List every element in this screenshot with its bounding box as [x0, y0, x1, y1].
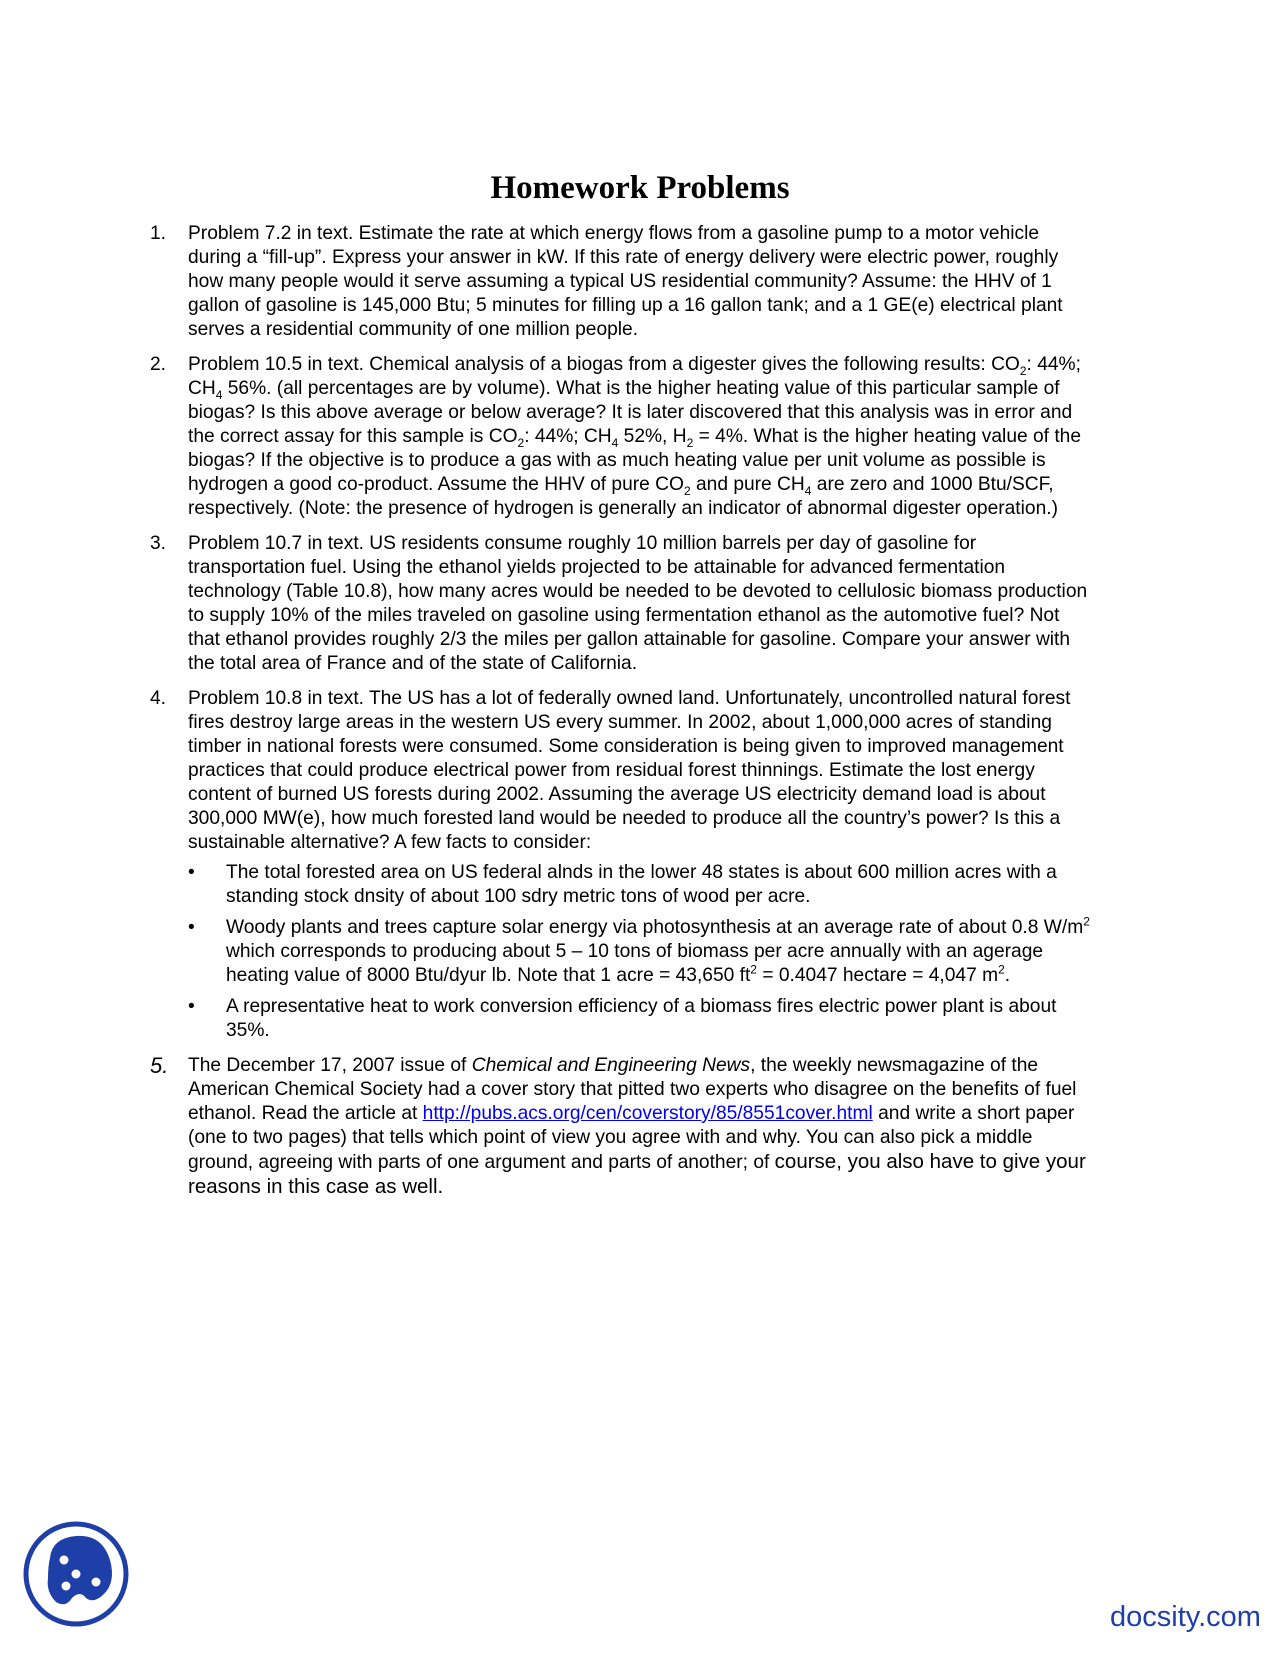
- list-item: • The total forested area on US federal alnds in the lower 48 states is about 600 million acres with a standing stock dnsity of about 100 sdry metric tons of wood per acre.: [188, 862, 1057, 907]
- problem-text: Problem 10.5 in text. Chemical analysis of a biogas from a digester gives the following results: $CO_2$: 44%; $CH_4$ 56%. (all percentages are by volume). What is the higher heating value of this particular sample of biogas? Is this above average or below average? It is later discovered that this analysis was in error and the correct assay for this sample is $CO_2$: 44%; $CH_4$ 52%, $H_2 = 4\%$. What is the higher heating value of the biogas? If the objective is to produce a gas with as much heating value per unit volume as possible is hydrogen a good co-product. Assume the HHV of pure $CO_2$ and pure $CH_4$ are zero and 1000 Btu/SCF, respectively. (Note: the presence of hydrogen is generally an indicator of abnormal digester operation.): [188, 354, 1082, 519]
- docsity-logo-icon: [22, 1520, 130, 1628]
- problem-number: 1.: [150, 223, 167, 244]
- list-item: • Woody plants and trees capture solar energy via photosynthesis at an average rate of about 0.8 $W/m^2$ which corresponds to producing about 5 – 10 tons of biomass per acre annually with an agerage heating value of 8000 Btu/dyur lb. Note that 1 acre = 43,650 $ft^2 = 0.4047$ hectare = 4,047 $m^2$.: [188, 914, 1090, 986]
- list-item: • A representative heat to work conversion efficiency of a biomass fires electric power plant is about 35%.: [188, 996, 1057, 1041]
- facts-list: [188, 861, 1090, 1043]
- page-title: Homework Problems: [490, 170, 790, 206]
- bullet-icon: •: [188, 862, 195, 883]
- problem-text: The December 17, 2007 issue of Chemical and Engineering News, the weekly newsmagazine of the American Chemical Society had a cover story that pitted two experts who disagree on the benefits of fuel ethanol. Read the article at http://pubs.acs.org/cen/coverstory/85/8551cover.html and write a short paper (one to two pages) that tells which point of view you agree with and why. You can also pick a middle ground, agreeing with parts of one argument and parts of another; of course, you also have to give your reasons in this case as well.: [188, 1055, 1086, 1198]
- problem-text: Problem 10.8 in text. The US has a lot of federally owned land. Unfortunately, uncontrolled natural forest fires destroy large areas in the western US every summer. In 2002, about 1,000,000 acres of standing timber in national forests were consumed. Some consideration is being given to improved management practices that could produce electrical power from residual forest thinnings. Estimate the lost energy content of burned US forests during 2002. Assuming the average US electricity demand load is about 300,000 MW(e), how much forested land would be needed to produce all the country’s power? Is this a sustainable alternative? A few facts to consider:: [188, 688, 1071, 853]
- problem-text: Problem 10.7 in text. US residents consume roughly 10 million barrels per day of gasoline for transportation fuel. Using the ethanol yields projected to be attainable for advanced fermentation technology (Table 10.8), how many acres would be needed to be devoted to cellulosic biomass production to supply 10% of the miles traveled on gasoline using fermentation ethanol as the automotive fuel? Not that ethanol provides roughly 2/3 the miles per gallon attainable for gasoline. Compare your answer with the total area of France and of the state of California.: [188, 533, 1088, 674]
- article-link[interactable]: http://pubs.acs.org/cen/coverstory/85/8551cover.html: [422, 1103, 873, 1124]
- problem-list: [150, 222, 1090, 1211]
- problem-5: [150, 1054, 1090, 1200]
- problem-text: Problem 7.2 in text. Estimate the rate at which energy flows from a gasoline pump to a motor vehicle during a “fill-up”. Express your answer in kW. If this rate of energy delivery were electric power, roughly how many people would it serve assuming a typical US residential community? Assume: the HHV of 1 gallon of gasoline is 145,000 Btu; 5 minutes for filling up a 16 gallon tank; and a 1 GE(e) electrical plant serves a residential community of one million people.: [188, 223, 1063, 340]
- problem-4: [150, 687, 1090, 1043]
- problem-number: 2.: [150, 354, 167, 375]
- bullet-icon: •: [188, 996, 195, 1017]
- bullet-icon: •: [188, 917, 195, 938]
- problem-number: 4.: [150, 688, 167, 709]
- problem-1: [150, 222, 1090, 342]
- problem-number: 5.: [150, 1053, 169, 1078]
- brand-name[interactable]: docsity.com: [1110, 1601, 1261, 1633]
- problem-number: 3.: [150, 533, 167, 554]
- problem-2: [150, 353, 1090, 521]
- publication-title: Chemical and Engineering News: [471, 1055, 751, 1076]
- problem-3: [150, 532, 1090, 676]
